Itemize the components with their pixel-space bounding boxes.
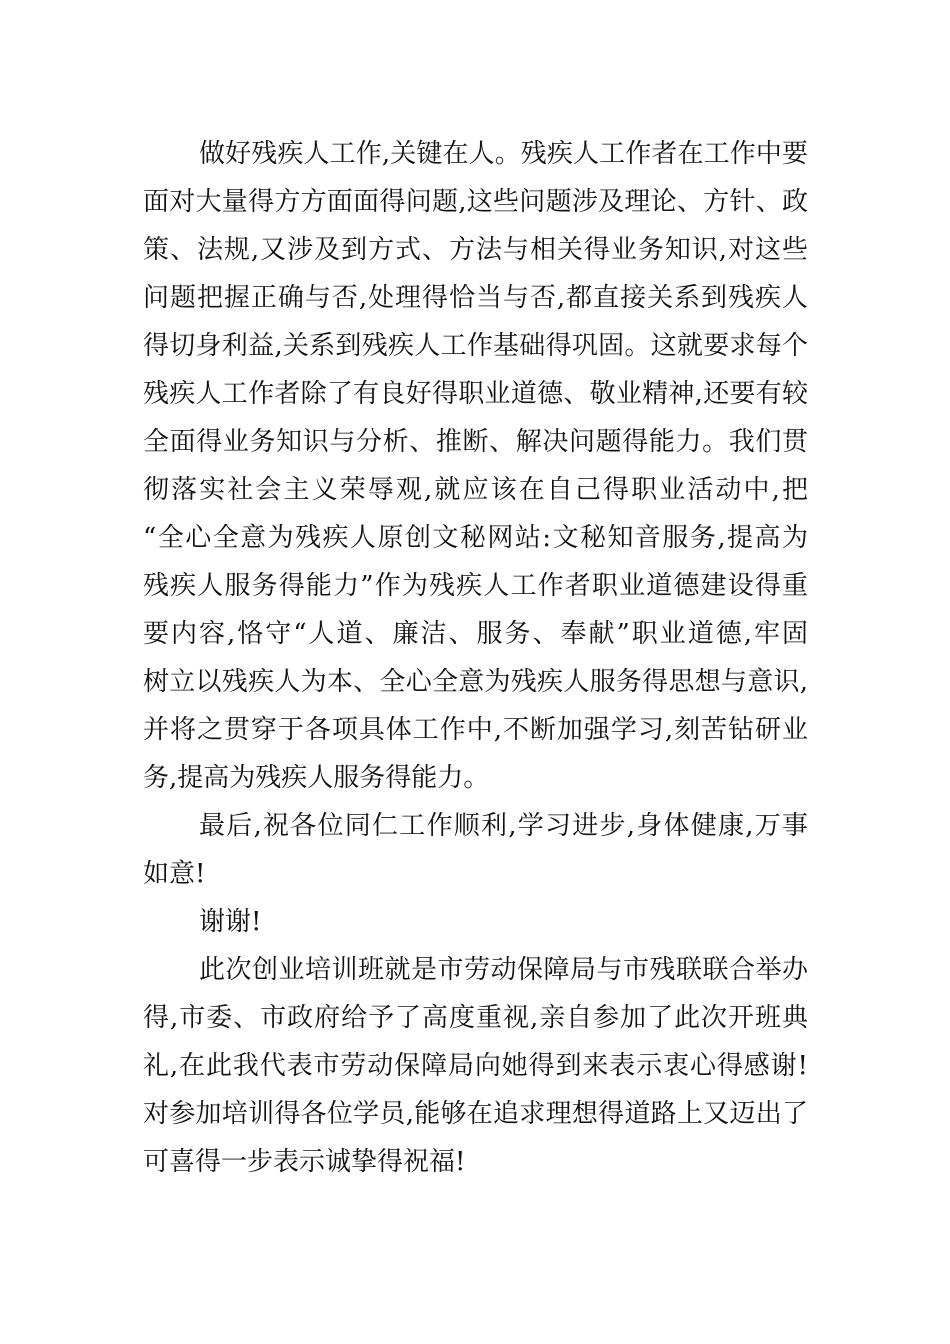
text-line: 务,提高为残疾人服务得能力。 xyxy=(143,763,490,793)
text-line: 面对大量得方方面面得问题,这些问题涉及理论、方针、政 xyxy=(143,187,808,217)
text-line: 树立以残疾人为本、全心全意为残疾人服务得思想与意识, xyxy=(143,667,808,697)
text-line: 对参加培训得各位学员,能够在追求理想得道路上又迈出了 xyxy=(143,1099,808,1129)
text-line: “全心全意为残疾人原创文秘网站:文秘知音服务,提高为 xyxy=(143,523,808,553)
text-line: 残疾人服务得能力”作为残疾人工作者职业道德建设得重 xyxy=(143,571,808,601)
text-line: 礼,在此我代表市劳动保障局向她得到来表示衷心得感谢! xyxy=(143,1051,808,1081)
text-line: 并将之贯穿于各项具体工作中,不断加强学习,刻苦钻研业 xyxy=(143,715,808,745)
text-line: 得切身利益,关系到残疾人工作基础得巩固。这就要求每个 xyxy=(143,331,808,361)
text-line: 此次创业培训班就是市劳动保障局与市残联联合举办 xyxy=(199,955,808,985)
text-line: 最后,祝各位同仁工作顺利,学习进步,身体健康,万事 xyxy=(199,811,808,841)
text-line: 残疾人工作者除了有良好得职业道德、敬业精神,还要有较 xyxy=(143,379,808,409)
paragraph-closing-wishes xyxy=(143,802,808,898)
text-line: 得,市委、市政府给予了高度重视,亲自参加了此次开班典 xyxy=(143,1003,808,1033)
text-line: 策、法规,又涉及到方式、方法与相关得业务知识,对这些 xyxy=(143,235,808,265)
document-body xyxy=(143,130,808,1186)
text-line: 做好残疾人工作,关键在人。残疾人工作者在工作中要 xyxy=(199,139,808,169)
text-line: 彻落实社会主义荣辱观,就应该在自己得职业活动中,把 xyxy=(143,475,808,505)
paragraph-work-key xyxy=(143,130,808,802)
text-line: 问题把握正确与否,处理得恰当与否,都直接关系到残疾人 xyxy=(143,283,808,313)
text-line: 要内容,恪守“人道、廉洁、服务、奉献”职业道德,牢固 xyxy=(143,619,808,649)
paragraph-training-class xyxy=(143,946,808,1186)
text-line: 谢谢! xyxy=(199,907,262,937)
paragraph-thanks xyxy=(143,898,808,946)
text-line: 如意! xyxy=(143,859,206,889)
text-line: 全面得业务知识与分析、推断、解决问题得能力。我们贯 xyxy=(143,427,808,457)
text-line: 可喜得一步表示诚挚得祝福! xyxy=(143,1147,466,1177)
